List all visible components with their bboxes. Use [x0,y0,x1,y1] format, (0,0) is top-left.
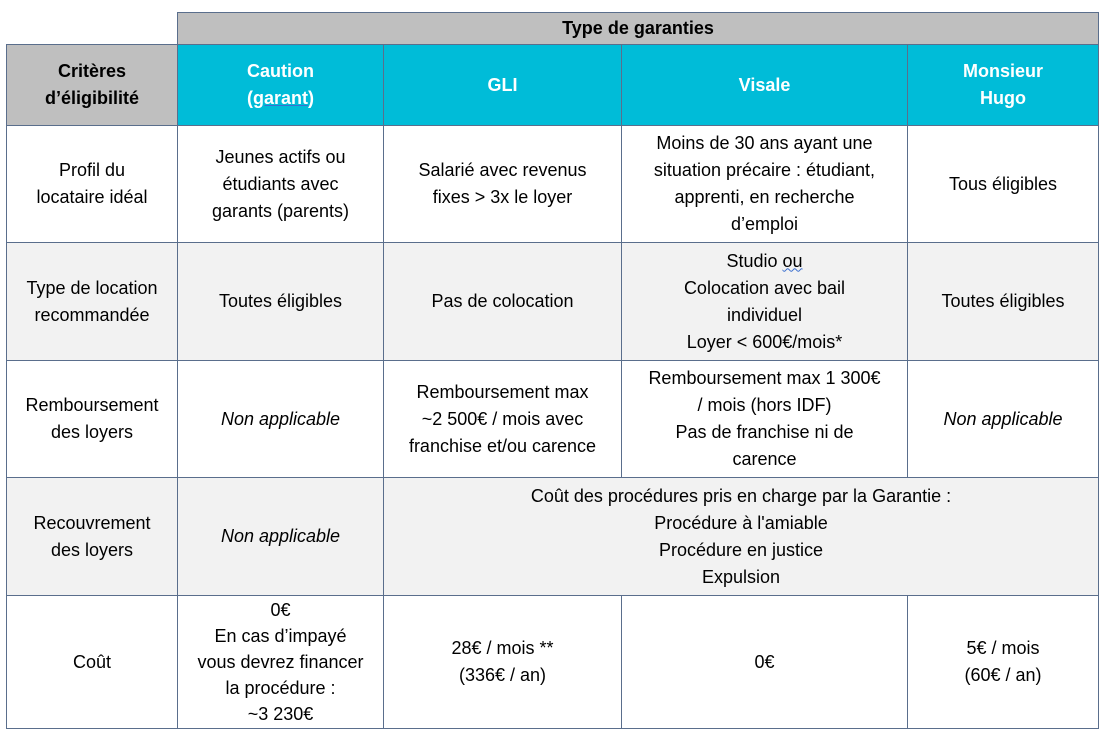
paren-close: ) [308,88,314,108]
cell-line: (336€ / an) [458,665,547,685]
type-header-row [7,13,1099,45]
row-label-cout: Coût [7,596,178,729]
cell-profil-caution [178,126,384,243]
garant-word: garant [252,88,308,108]
paren-open: ( [246,88,253,108]
label-line: Remboursement [25,395,159,415]
cell-line: Colocation avec bail [683,277,846,298]
cell-recouvrement-merged [384,478,1099,596]
cell-cout-gli [384,596,622,729]
cell-line: apprenti, en recherche [674,187,855,207]
label-line: locataire idéal [36,187,148,207]
cell-profil-gli [384,126,622,243]
cell-line: Coût des procédures pris en charge par la Garantie : [530,485,952,506]
cell-location-hugo: Toutes éligibles [908,243,1099,361]
column-header-gli: GLI [384,45,622,126]
cell-profil-visale [622,126,908,243]
label-line: des loyers [50,539,134,560]
cell-line: d’emploi [730,214,799,234]
cell-remboursement-visale [622,361,908,478]
type-de-garanties-header: Type de garanties [178,13,1099,45]
cell-remboursement-gli [384,361,622,478]
cell-line: Remboursement max [416,381,589,402]
cell-line: Procédure en justice [658,539,824,560]
cell-line: Jeunes actifs ou [215,146,346,167]
column-header-visale: Visale [622,45,908,126]
cell-cout-caution [178,596,384,729]
cell-line: Pas de franchise ni de [675,422,854,442]
cell-location-caution: Toutes éligibles [178,243,384,361]
cell-line: Loyer < 600€/mois* [686,331,843,352]
label-line: Type de location [26,277,158,298]
row-label-location [7,243,178,361]
column-header-caution [178,45,384,126]
cell-cout-visale: 0€ [622,596,908,729]
cell-remboursement-caution: Non applicable [178,361,384,478]
cell-recouvrement-caution: Non applicable [178,478,384,596]
row-location [7,243,1099,361]
cell-line: 28€ / mois ** [451,638,554,658]
hugo-header-line: Hugo [980,88,1026,108]
row-cout [7,596,1099,729]
ou-text: ou [782,250,803,271]
caution-header-garant [184,85,377,112]
cell-cout-hugo [908,596,1099,729]
cell-line: fixes > 3x le loyer [432,187,573,207]
label-line: recommandée [34,304,150,325]
criteria-header-line: Critères [57,61,127,81]
caution-header-line: Caution [247,61,314,81]
column-header-row [7,45,1099,126]
cell-line: ~3 230€ [247,704,314,724]
studio-text: Studio [726,250,783,271]
label-line: Recouvrement [33,512,151,533]
cell-location-visale [622,243,908,361]
row-label-profil [7,126,178,243]
cell-line [628,248,901,275]
cell-line: vous devrez financer [197,652,364,672]
cell-line: En cas d’impayé [214,626,347,646]
row-recouvrement [7,478,1099,596]
cell-line: franchise et/ou carence [408,435,597,456]
row-profil [7,126,1099,243]
criteria-header [7,45,178,126]
cell-line: (60€ / an) [964,665,1042,685]
cell-line: étudiants avec [222,173,339,194]
cell-location-gli: Pas de colocation [384,243,622,361]
cell-remboursement-hugo: Non applicable [908,361,1099,478]
cell-line: ~2 500€ / mois avec [421,408,584,429]
cell-line: Remboursement max 1 300€ [648,368,881,388]
cell-line: individuel [726,304,803,325]
label-line: des loyers [50,422,134,442]
cell-line: carence [732,449,797,469]
cell-line: la procédure : [225,678,336,698]
label-line: Profil du [58,160,126,180]
cell-line: / mois (hors IDF) [697,395,832,415]
cell-line: Salarié avec revenus [418,160,587,180]
column-header-monsieur-hugo [908,45,1099,126]
guarantee-comparison-table [6,12,1099,729]
cell-line: situation précaire : étudiant, [653,160,876,180]
cell-line: garants (parents) [211,200,350,221]
cell-line: 5€ / mois [966,638,1040,658]
row-remboursement [7,361,1099,478]
hugo-header-line: Monsieur [962,61,1043,81]
row-label-recouvrement [7,478,178,596]
cell-line: Procédure à l'amiable [654,512,828,533]
cell-line: Moins de 30 ans ayant une [656,133,873,153]
cell-profil-hugo: Tous éligibles [908,126,1099,243]
criteria-header-line: d’éligibilité [44,88,139,108]
cell-line: Expulsion [701,566,781,587]
row-label-remboursement [7,361,178,478]
cell-line: 0€ [270,600,291,620]
empty-corner-cell [7,13,178,45]
